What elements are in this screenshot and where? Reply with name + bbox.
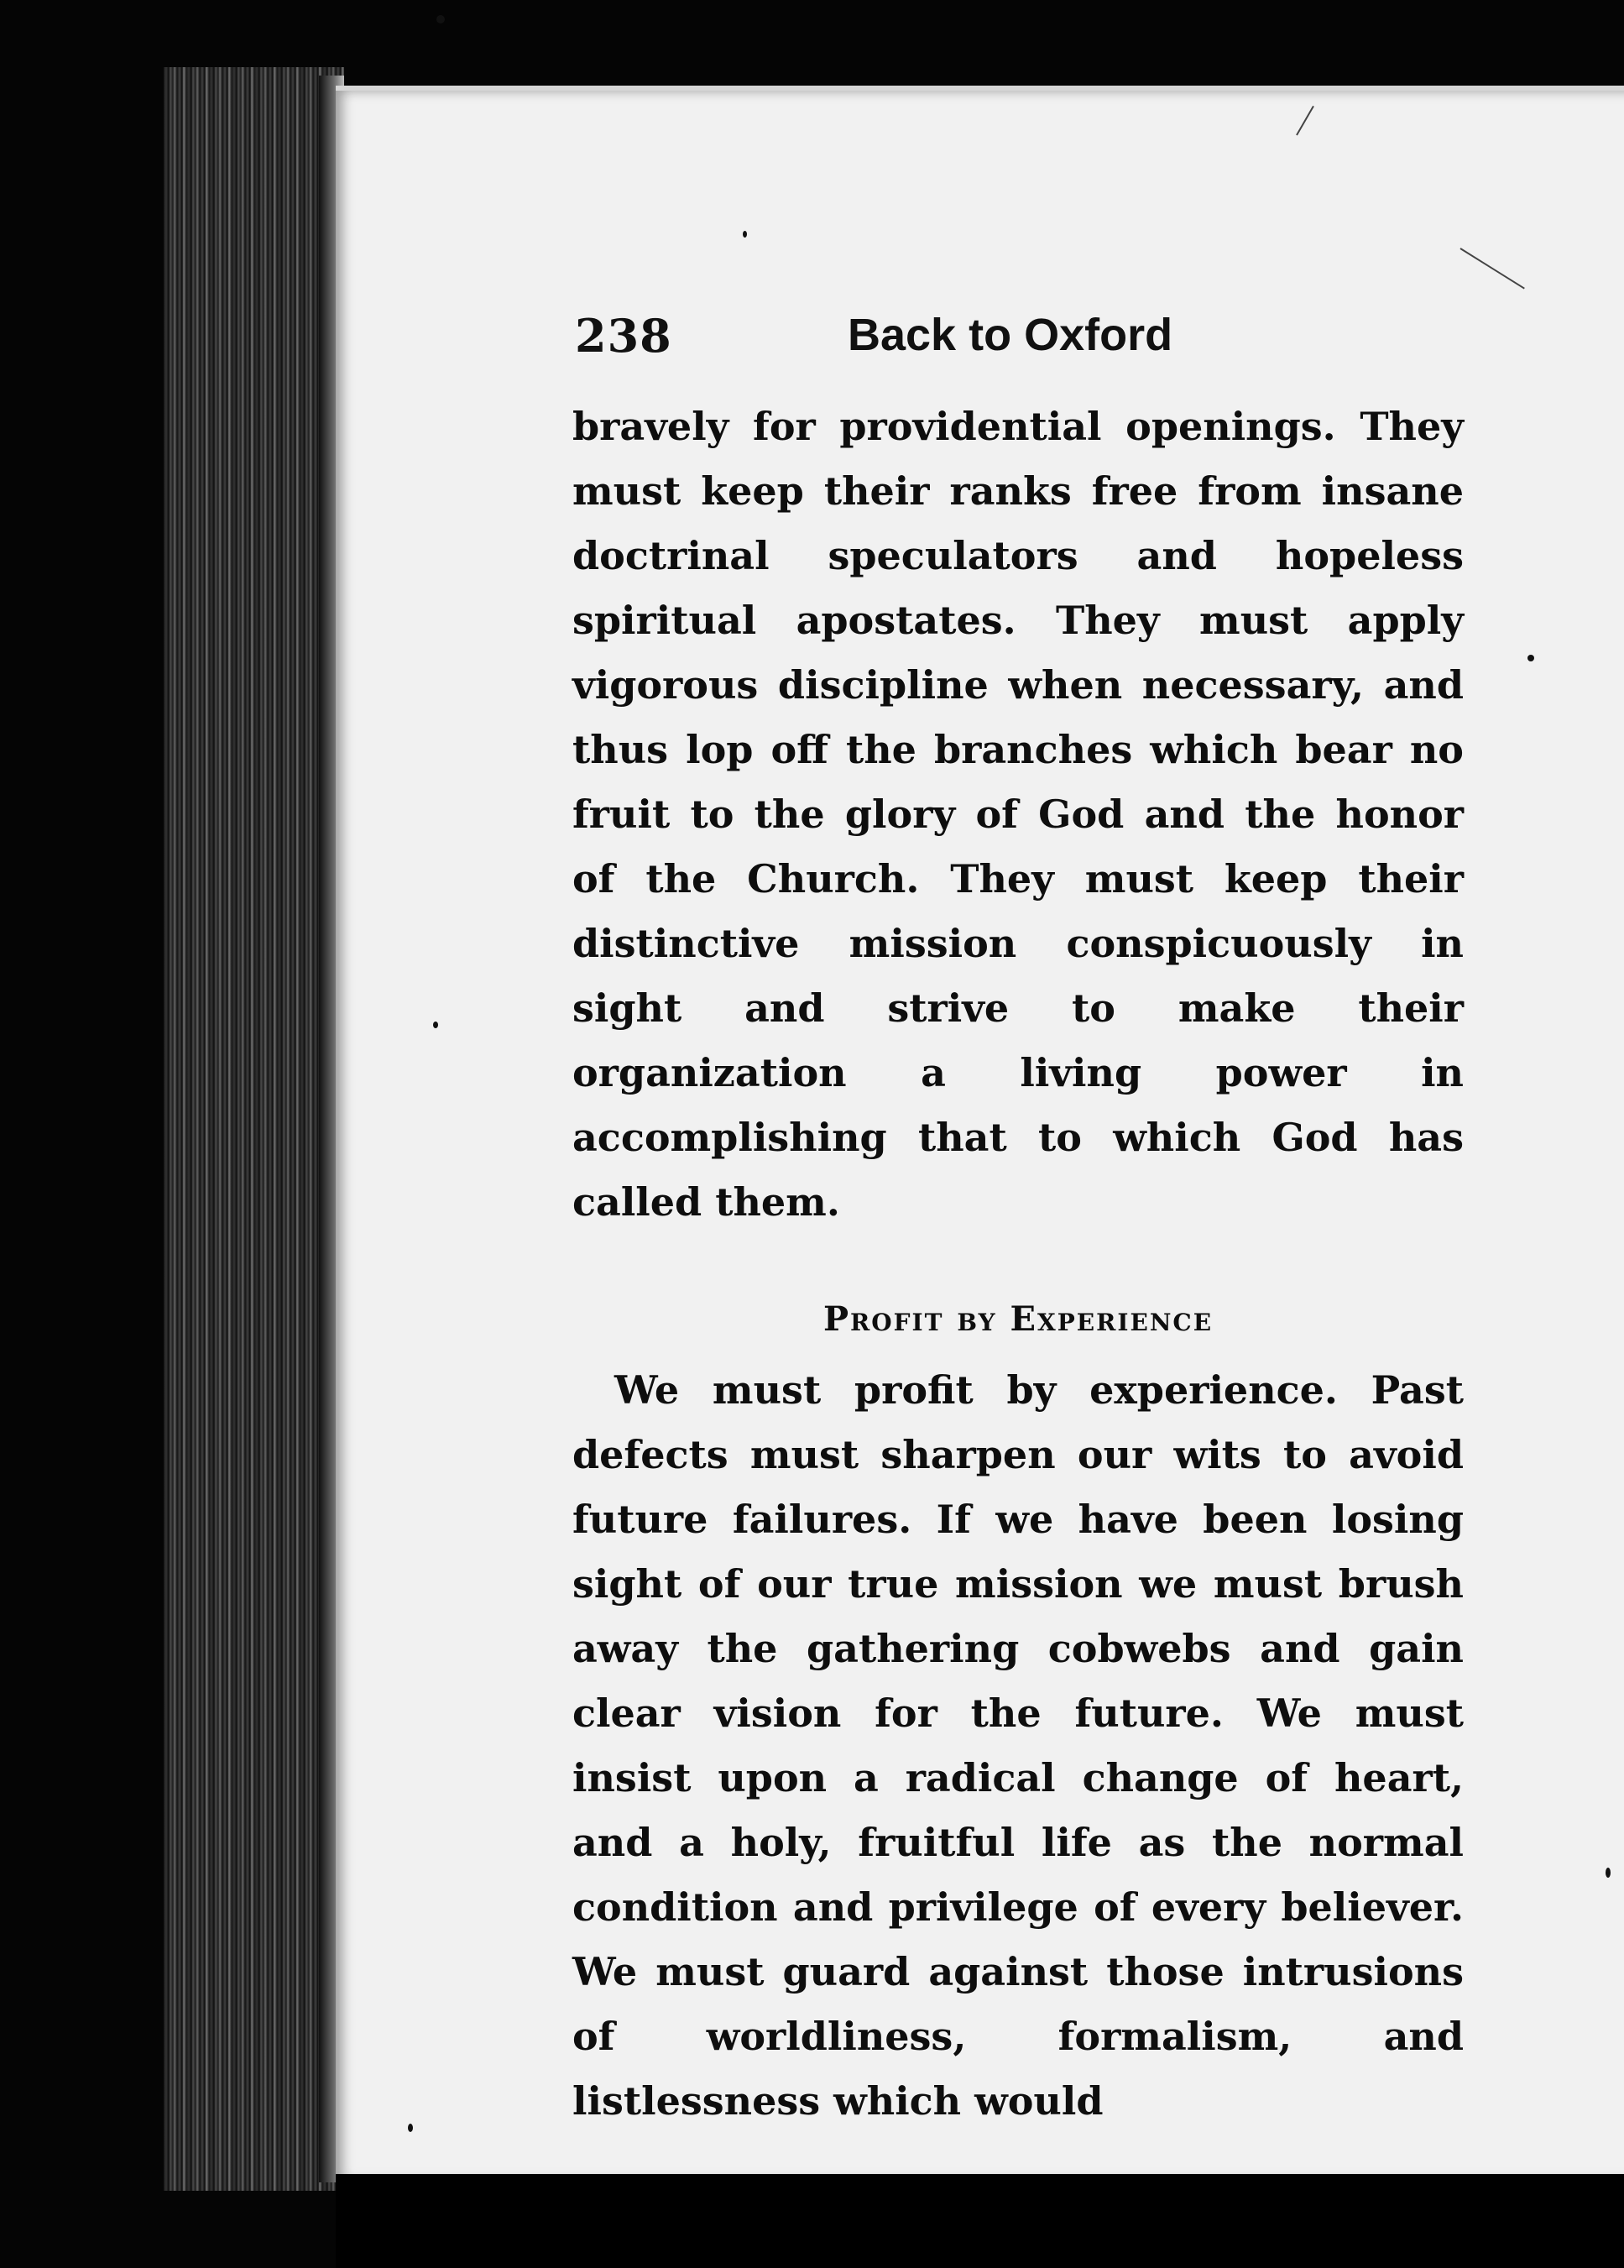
scan-speck [436,15,445,24]
scan-speck [1527,655,1534,661]
page-bottom-shade [336,2174,1624,2268]
page-header [575,309,1465,368]
body-text [572,395,1464,2134]
paragraph: bravely for providential openings. They must keep their ranks free from insane doctrinal speculators and hopeless spiritual apostates. They must apply vigorous discipline when necessary, and thus lop off the branches which bear no fruit to the glory of God and the honor of the Church. They must keep their distinctive mission conspicuously in sight and strive to make their organization a living power in accomplishing that to which God has called them. [572,404,1464,1225]
page-number: 238 [575,309,672,363]
scan-speck [1606,1868,1611,1878]
scan-speck [743,231,747,238]
scan-speck [408,2124,413,2132]
scan-speck [433,1022,438,1028]
book-page-edges [164,67,344,2191]
section-heading: Profit by Experience [822,1299,1214,1339]
running-head: Back to Oxford [848,310,1173,360]
paragraph: We must profit by experience. Past defects must sharpen our wits to avoid future failures. If we have been losing sight of our true mission we must brush away the gathering cobwebs and gain clear vision for the future. We must insist upon a radical change of heart, and a holy, fruitful life as the normal condition and privilege of every believer. We must guard against those intrusions of worldliness, formalism, and listlessness which would [572,1367,1464,2124]
